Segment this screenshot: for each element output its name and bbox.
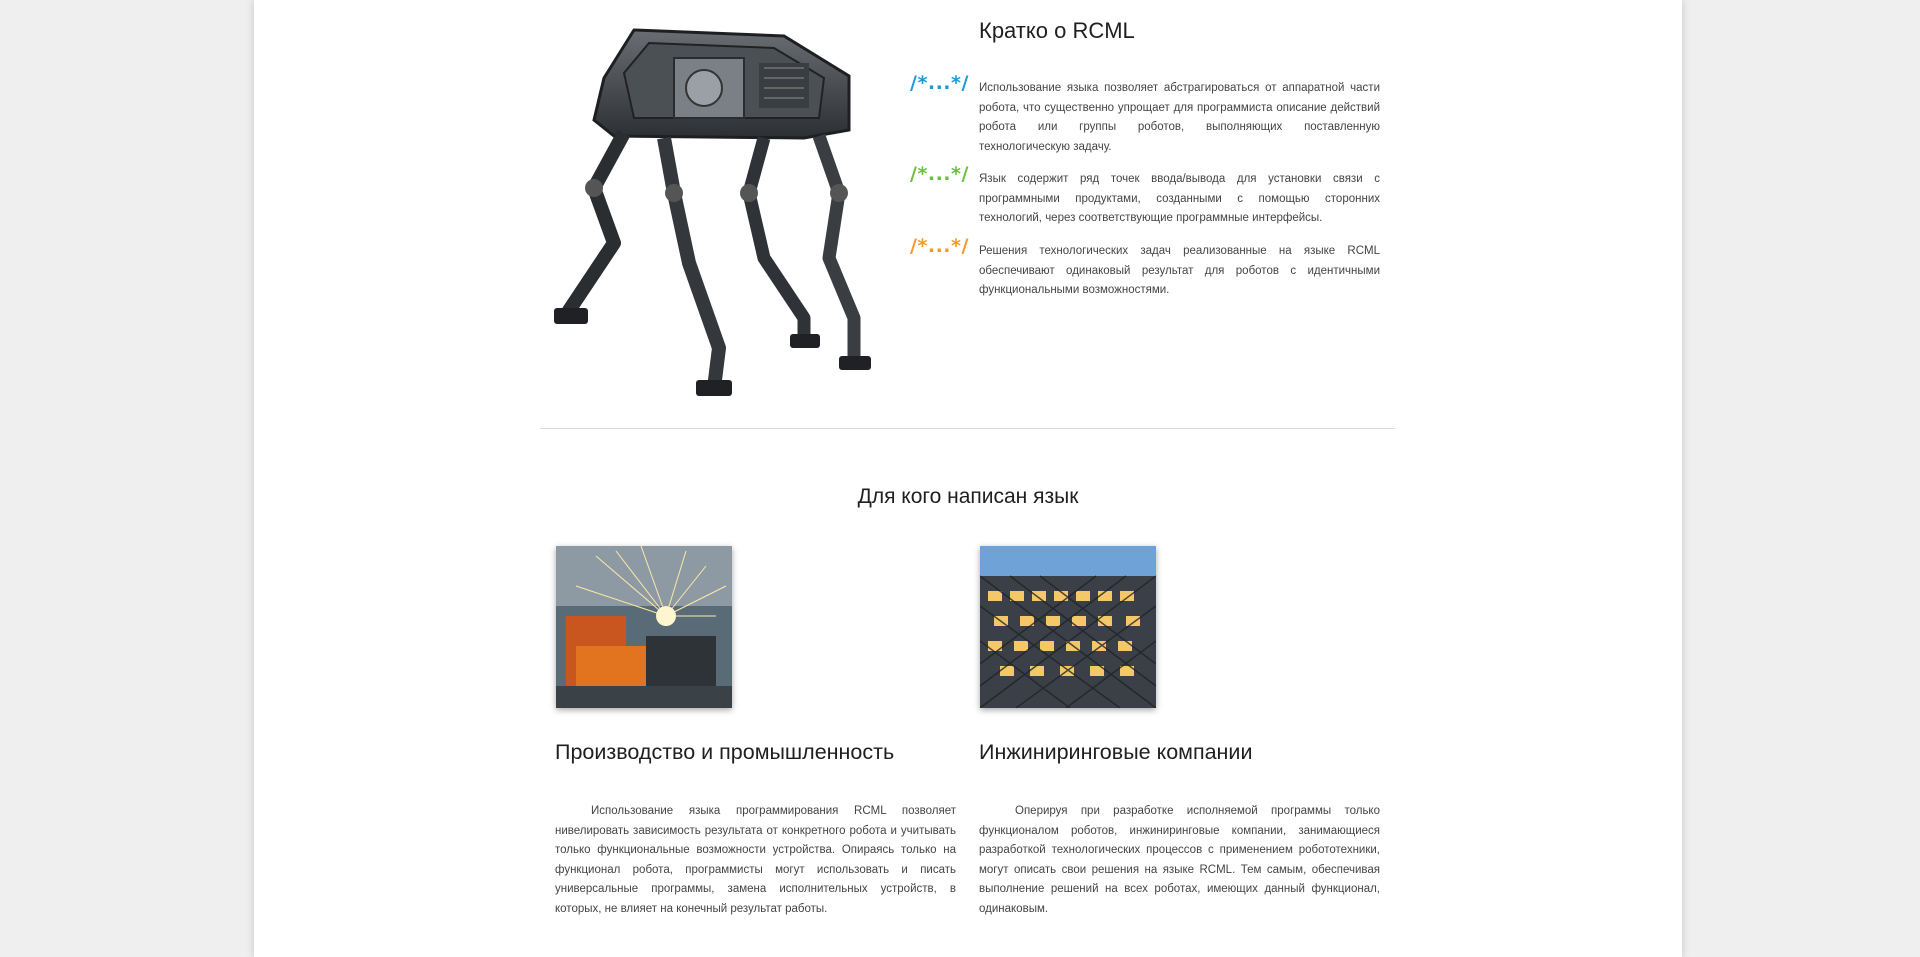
feature-text: Решения технологических задач реализованные на языке RCML обеспечивают одинаковый результат для роботов с идентичными функциональными возможностями. <box>979 245 1380 296</box>
industry-photo <box>556 546 732 708</box>
robot-image <box>554 18 884 402</box>
page-container <box>254 0 1682 957</box>
audience-item-text: Использование языка программирования RCML позволяет нивелировать зависимость результата от конкретного робота и учитывать только функциональные возможности устройства. Опираясь только на функционал робота, программисты могут использовать и писать универсальные программы, замена исполнительных устройств, в которых, не влияет на конечный результат работы. <box>555 805 956 915</box>
audience-item-title: Производство и промышленность <box>555 740 895 764</box>
engineering-photo <box>980 546 1156 708</box>
feature-text: Язык содержит ряд точек ввода/вывода для установки связи с программными продуктами, созданными с помощью сторонних технологий, через соответствующие программные интерфейсы. <box>979 173 1380 224</box>
about-title: Кратко о RCML <box>979 18 1135 43</box>
section-divider <box>540 428 1395 429</box>
audience-item-title: Инжиниринговые компании <box>979 740 1253 764</box>
comment-marker-icon: /*...*/ <box>910 235 969 257</box>
comment-marker-icon: /*...*/ <box>910 72 969 94</box>
audience-item-text: Оперируя при разработке исполняемой программы только функционалом роботов, инжиниринговые компании, занимающиеся разработкой технологических процессов с применением робототехники, могут описать свои решения на языке RCML. Тем самым, обеспечивая выполнение решений на всех роботах, имеющих данный функционал, одинаковым. <box>979 805 1380 915</box>
comment-marker-icon: /*...*/ <box>910 163 969 185</box>
feature-text: Использование языка позволяет абстрагироваться от аппаратной части робота, что существенно упрощает для программиста описание действий робота или группы роботов, выполняющих поставленную технологическую задачу. <box>979 82 1380 153</box>
audience-section-title: Для кого написан язык <box>857 485 1079 508</box>
